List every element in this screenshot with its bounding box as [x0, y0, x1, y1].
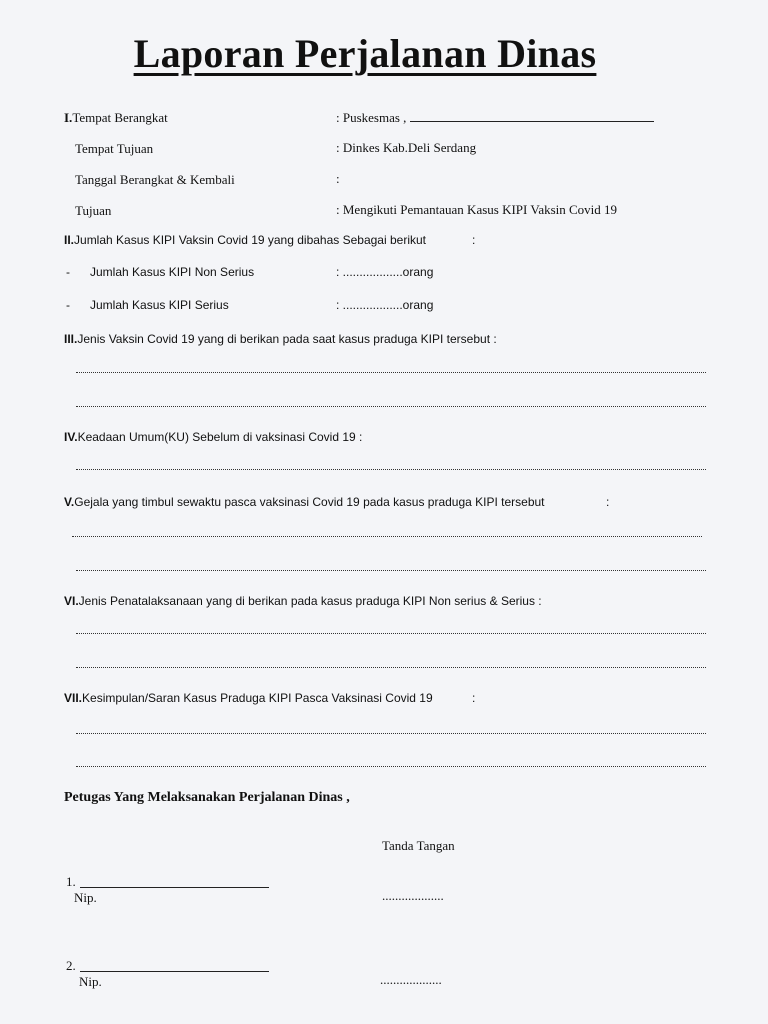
answer-line[interactable] — [76, 733, 706, 734]
signature-dots[interactable]: ................... — [382, 888, 444, 903]
answer-line[interactable] — [76, 469, 706, 470]
heading-colon: : — [472, 691, 476, 705]
row-tempat-berangkat — [64, 110, 168, 126]
signer-name-line[interactable] — [80, 971, 269, 972]
page-title: Laporan Perjalanan Dinas — [133, 31, 597, 76]
bullet: - — [66, 298, 70, 312]
heading-colon: : — [472, 233, 476, 247]
roman-numeral: VI. — [64, 594, 79, 608]
heading-text: Kesimpulan/Saran Kasus Praduga KIPI Pasca Vaksinasi Covid 19 — [82, 691, 433, 705]
heading-text: Jumlah Kasus KIPI Vaksin Covid 19 yang dibahas Sebagai berikut — [74, 233, 426, 247]
item-label: Jumlah Kasus KIPI Non Serius — [90, 265, 255, 279]
heading-text: Jenis Penatalaksanaan yang di berikan pada kasus praduga KIPI Non serius & Serius : — [78, 594, 542, 608]
fill-in-line[interactable] — [410, 109, 654, 122]
roman-numeral: II. — [64, 233, 75, 247]
section-heading-vii — [64, 691, 433, 705]
nip-label: Nip. — [79, 974, 102, 989]
row-label: Tanggal Berangkat & Kembali — [75, 172, 235, 187]
section-heading-iv — [64, 430, 362, 444]
row-value: : Dinkes Kab.Deli Serdang — [336, 140, 477, 155]
item-value[interactable]: : ..................orang — [336, 265, 434, 279]
answer-line[interactable] — [72, 536, 702, 537]
heading-colon: : — [606, 495, 610, 509]
section-heading-iii — [64, 332, 497, 346]
row-value: : Mengikuti Pemantauan Kasus KIPI Vaksin Covid 19 — [336, 202, 618, 217]
roman-numeral: III. — [64, 332, 78, 346]
heading-text: Keadaan Umum(KU) Sebelum di vaksinasi Covid 19 : — [77, 430, 363, 444]
answer-line[interactable] — [76, 766, 706, 767]
row-value: : Puskesmas , — [336, 110, 407, 125]
section-heading-v — [64, 495, 545, 509]
answer-line[interactable] — [76, 633, 706, 634]
roman-numeral: V. — [64, 495, 75, 509]
roman-numeral: VII. — [64, 691, 83, 705]
row-label: Tempat Tujuan — [75, 141, 154, 156]
answer-line[interactable] — [76, 406, 706, 407]
signature-heading: Petugas Yang Melaksanakan Perjalanan Dinas , — [64, 790, 350, 805]
signer-number: 2. — [66, 958, 76, 973]
roman-numeral: IV. — [64, 430, 78, 444]
item-value[interactable]: : ..................orang — [336, 298, 434, 312]
signer-number: 1. — [66, 874, 76, 889]
nip-label: Nip. — [74, 890, 97, 905]
row-label: Tujuan — [75, 203, 112, 218]
answer-line[interactable] — [76, 667, 706, 668]
roman-numeral: I. — [64, 110, 73, 125]
item-label: Jumlah Kasus KIPI Serius — [90, 298, 229, 312]
answer-line[interactable] — [76, 372, 706, 373]
section-heading-vi — [64, 594, 542, 608]
bullet: - — [66, 265, 70, 279]
row-value: : — [336, 171, 340, 186]
value-tempat-berangkat — [336, 109, 654, 126]
section-heading-ii — [64, 233, 426, 247]
answer-line[interactable] — [76, 570, 706, 571]
row-label: Tempat Berangkat — [72, 110, 168, 125]
signature-label: Tanda Tangan — [382, 838, 455, 853]
signer-name-line[interactable] — [80, 887, 269, 888]
heading-text: Jenis Vaksin Covid 19 yang di berikan pada saat kasus praduga KIPI tersebut : — [77, 332, 497, 346]
signature-dots[interactable]: ................... — [380, 972, 442, 987]
heading-text: Gejala yang timbul sewaktu pasca vaksinasi Covid 19 pada kasus praduga KIPI tersebut — [74, 495, 545, 509]
